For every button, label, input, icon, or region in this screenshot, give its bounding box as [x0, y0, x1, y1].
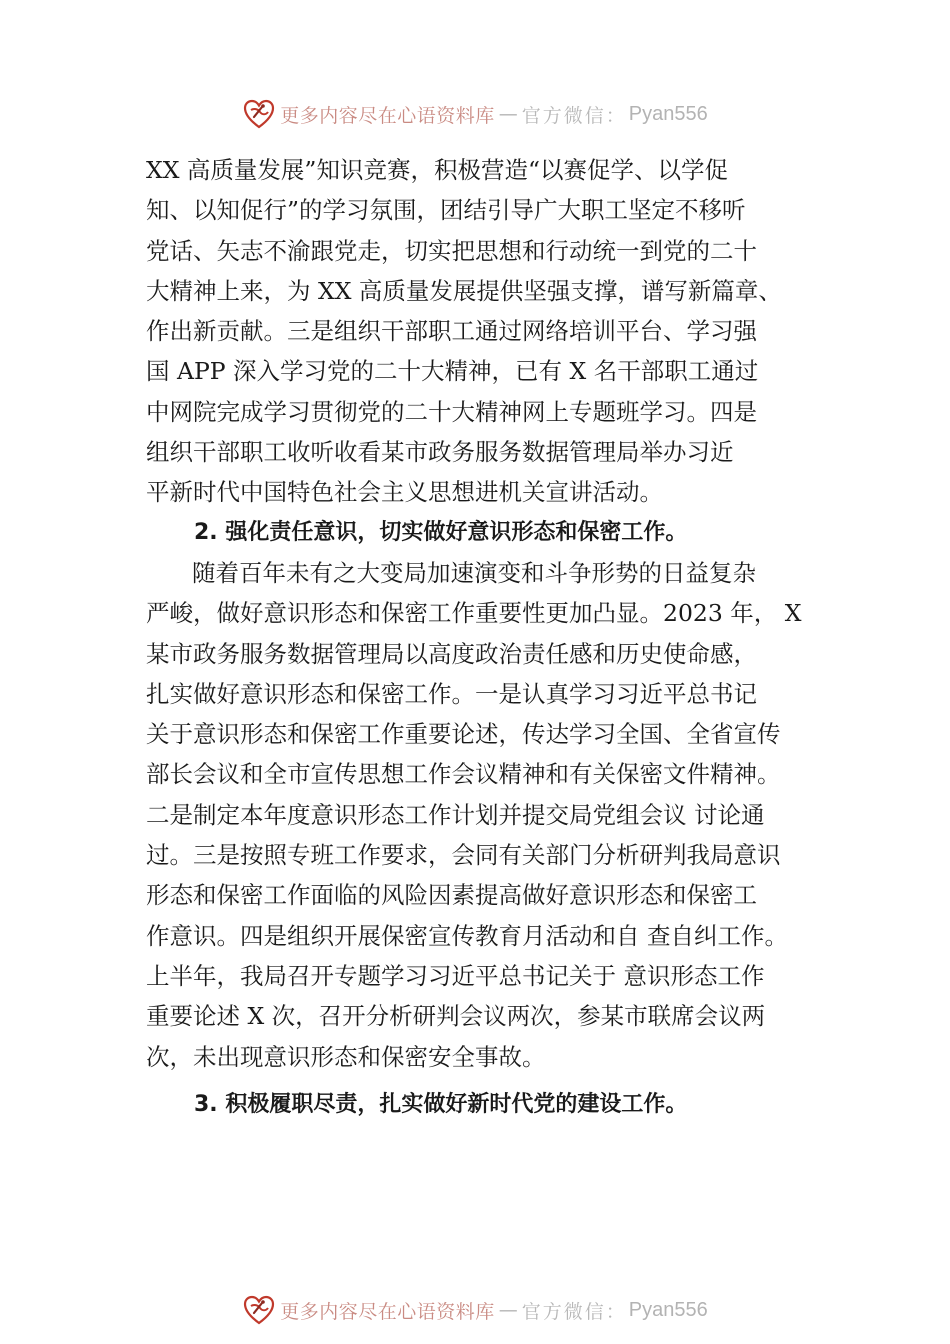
- text-line: 大精神上来，为 XX 高质量发展提供坚强支撑，谱写新篇章、: [146, 276, 782, 305]
- heart-logo-icon: [242, 97, 276, 131]
- watermark-sub-text: 官方微信：: [521, 1300, 627, 1323]
- watermark-main-text: 更多内容尽在心语资料库: [280, 1300, 495, 1323]
- watermark-footer: [0, 1290, 950, 1330]
- text-line: 中网院完成学习贯彻党的二十大精神网上专题班学习。四是: [146, 397, 757, 426]
- text-line: 过。三是按照专班工作要求，会同有关部门分析研判我局意识: [146, 841, 781, 870]
- watermark-wechat-id: Pyan556: [628, 1298, 708, 1321]
- text-line: 二是制定本年度意识形态工作计划并提交局党组会议 讨论通: [146, 800, 765, 829]
- heart-logo-icon: [242, 1293, 276, 1327]
- section-heading-3: 3. 积极履职尽责，扎实做好新时代党的建设工作。: [194, 1091, 688, 1117]
- paragraph-1: [146, 150, 846, 513]
- paragraph-2: [146, 553, 846, 1077]
- text-line: 组织干部职工收听收看某市政务服务数据管理局举办习近: [146, 438, 734, 467]
- text-line: 关于意识形态和保密工作重要论述，传达学习全国、全省宣传: [146, 720, 781, 749]
- text-line: 扎实做好意识形态和保密工作。一是认真学习习近平总书记: [146, 679, 757, 708]
- text-line: 作出新贡献。三是组织干部职工通过网络培训平台、学习强: [146, 317, 757, 346]
- text-line: 国 APP 深入学习党的二十大精神，已有 X 名干部职工通过: [146, 357, 759, 386]
- watermark-wechat-id: Pyan556: [628, 102, 708, 125]
- watermark-header: [0, 94, 950, 134]
- watermark-separator: —: [498, 1299, 518, 1321]
- text-line: 次，未出现意识形态和保密安全事故。: [146, 1042, 546, 1071]
- text-line: 党话、矢志不渝跟党走，切实把思想和行动统一到党的二十: [146, 236, 757, 265]
- text-line: XX 高质量发展”知识竞赛，积极营造“以赛促学、以学促: [146, 156, 728, 184]
- text-line: 重要论述 X 次，召开分析研判会议两次，参某市联席会议两: [146, 1002, 766, 1031]
- text-line: 作意识。四是组织开展保密宣传教育月活动和自 查自纠工作。: [146, 921, 788, 950]
- watermark-sub-text: 官方微信：: [521, 104, 627, 127]
- text-line: 某市政务服务数据管理局以高度政治责任感和历史使命感，: [146, 639, 757, 668]
- text-line: 平新时代中国特色社会主义思想进机关宣讲活动。: [146, 478, 663, 507]
- section-heading-2: 2. 强化责任意识，切实做好意识形态和保密工作。: [194, 519, 688, 545]
- text-line: 知、以知促行”的学习氛围，团结引导广大职工坚定不移听: [146, 196, 746, 225]
- text-line: 形态和保密工作面临的风险因素提高做好意识形态和保密工: [146, 881, 757, 910]
- text-line: 部长会议和全市宣传思想工作会议精神和有关保密文件精神。: [146, 760, 781, 789]
- watermark-main-text: 更多内容尽在心语资料库: [280, 104, 495, 127]
- text-line: 上半年，我局召开专题学习习近平总书记关于 意识形态工作: [146, 961, 765, 990]
- document-body: [146, 150, 846, 1125]
- text-line: 随着百年未有之大变局加速演变和斗争形势的日益复杂: [192, 558, 756, 587]
- watermark-separator: —: [498, 103, 518, 125]
- text-line: 严峻，做好意识形态和保密工作重要性更加凸显。2023 年， X: [146, 599, 802, 628]
